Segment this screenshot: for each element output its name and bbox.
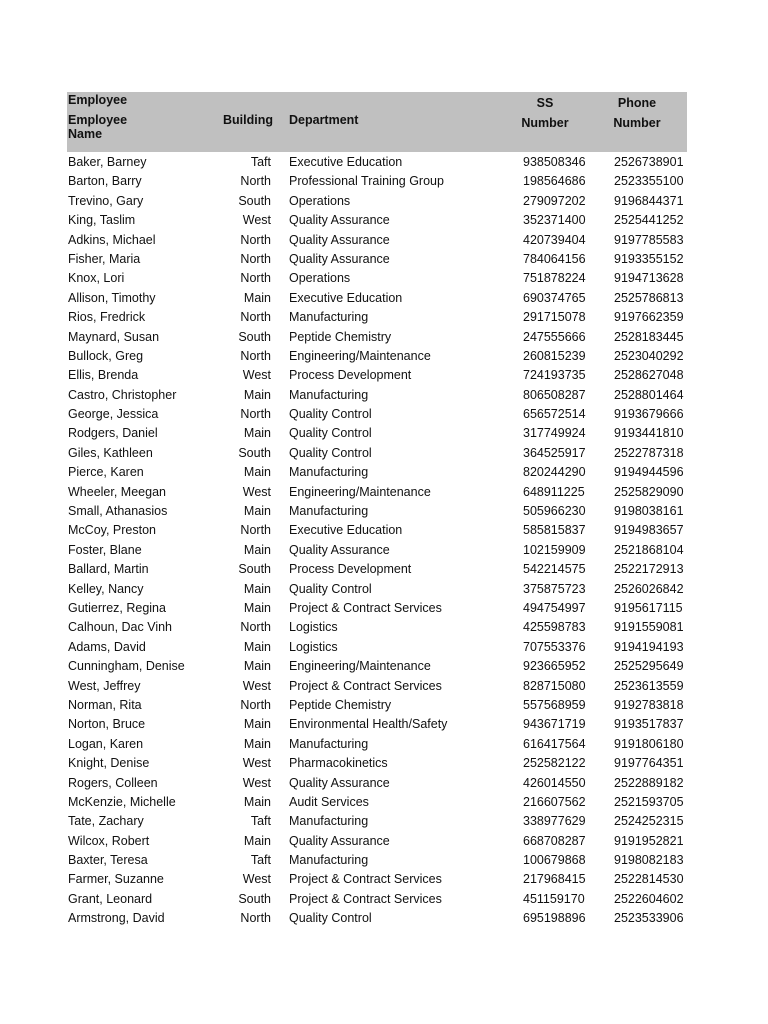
table-row	[67, 541, 687, 560]
employee-name-cell: McKenzie, Michelle	[68, 794, 176, 809]
employee-name-cell: Kelley, Nancy	[68, 581, 144, 596]
building-cell: North	[240, 174, 271, 189]
ss-number-cell: 820244290	[523, 465, 586, 480]
department-cell: Environmental Health/Safety	[289, 717, 448, 732]
employee-name-cell: Giles, Kathleen	[68, 445, 153, 460]
table-row	[67, 424, 687, 443]
table-row	[67, 386, 687, 405]
department-cell: Project & Contract Services	[289, 600, 442, 615]
ss-number-cell: 724193735	[523, 368, 586, 383]
department-cell: Peptide Chemistry	[289, 697, 392, 712]
building-cell: North	[240, 407, 271, 422]
building-cell: Main	[243, 290, 271, 305]
table-row	[67, 211, 687, 230]
employee-name-cell: Baker, Barney	[68, 155, 147, 169]
ss-number-cell: 557568959	[523, 697, 586, 712]
phone-number-cell: 2528183445	[614, 329, 684, 344]
ss-number-cell: 352371400	[523, 213, 586, 228]
phone-number-cell: 2523533906	[614, 911, 684, 926]
ss-number-cell: 198564686	[523, 174, 586, 189]
table-row	[67, 444, 687, 463]
phone-number-cell: 2526738901	[614, 155, 684, 169]
table-row	[67, 347, 687, 366]
employee-name-cell: Norman, Rita	[68, 697, 142, 712]
building-cell: North	[240, 697, 271, 712]
ss-number-cell: 585815837	[523, 523, 586, 538]
phone-number-cell: 9193517837	[614, 717, 684, 732]
building-cell: Main	[243, 736, 271, 751]
phone-number-cell: 2522604602	[614, 891, 684, 906]
department-cell: Audit Services	[289, 794, 369, 809]
building-cell: North	[240, 620, 271, 635]
phone-number-cell: 2525295649	[614, 659, 684, 674]
table-row	[67, 638, 687, 657]
employee-name-cell: Knox, Lori	[68, 271, 125, 286]
department-cell: Quality Assurance	[289, 213, 390, 228]
building-cell: North	[240, 271, 271, 286]
phone-number-cell: 9191952821	[614, 833, 684, 848]
department-cell: Process Development	[289, 562, 412, 577]
ss-number-cell: 668708287	[523, 833, 586, 848]
table-row	[67, 754, 687, 773]
table-row	[67, 172, 687, 191]
header-ss-number: SS Number	[521, 96, 569, 130]
employee-name-cell: McCoy, Preston	[68, 523, 156, 538]
phone-number-cell: 2525829090	[614, 484, 684, 499]
department-cell: Quality Control	[289, 581, 372, 596]
employee-name-cell: Farmer, Suzanne	[68, 872, 164, 887]
ss-number-cell: 291715078	[523, 310, 586, 325]
building-cell: West	[242, 756, 271, 771]
building-cell: West	[242, 368, 271, 383]
department-cell: Engineering/Maintenance	[289, 348, 431, 363]
table-row	[67, 269, 687, 288]
employee-name-cell: Armstrong, David	[68, 911, 165, 926]
building-cell: West	[242, 872, 271, 887]
phone-number-cell: 2526026842	[614, 581, 684, 596]
department-cell: Quality Assurance	[289, 251, 390, 266]
ss-number-cell: 247555666	[523, 329, 586, 344]
building-cell: Main	[243, 504, 271, 519]
phone-number-cell: 9194983657	[614, 523, 684, 538]
building-cell: West	[242, 678, 271, 693]
table-row	[67, 153, 687, 172]
employee-name-cell: Rodgers, Daniel	[68, 426, 158, 441]
phone-number-cell: 9196844371	[614, 193, 684, 208]
employee-name-cell: Adams, David	[68, 639, 146, 654]
table-row	[67, 308, 687, 327]
table-row	[67, 328, 687, 347]
header-employee: Employee	[68, 93, 128, 107]
building-cell: West	[242, 213, 271, 228]
table-row	[67, 599, 687, 618]
table-row	[67, 793, 687, 812]
employee-name-cell: Cunningham, Denise	[68, 659, 185, 674]
building-cell: Main	[243, 794, 271, 809]
table-row	[67, 735, 687, 754]
building-cell: Main	[243, 542, 271, 557]
ss-number-cell: 317749924	[523, 426, 586, 441]
phone-number-cell: 9198038161	[614, 504, 684, 519]
building-cell: Main	[243, 833, 271, 848]
building-cell: Main	[243, 717, 271, 732]
ss-number-cell: 217968415	[523, 872, 586, 887]
department-cell: Manufacturing	[289, 465, 369, 480]
ss-number-cell: 616417564	[523, 736, 586, 751]
phone-number-cell: 2523040292	[614, 348, 684, 363]
department-cell: Process Development	[289, 368, 412, 383]
phone-number-cell: 2522889182	[614, 775, 684, 790]
table-row	[67, 192, 687, 211]
department-cell: Engineering/Maintenance	[289, 484, 431, 499]
building-cell: South	[238, 891, 271, 906]
phone-number-cell: 2521593705	[614, 794, 684, 809]
building-cell: Taft	[250, 853, 271, 868]
employee-name-cell: Norton, Bruce	[68, 717, 146, 732]
ss-number-cell: 102159909	[523, 542, 586, 557]
employee-name-cell: Foster, Blane	[68, 542, 142, 557]
ss-number-cell: 656572514	[523, 407, 586, 422]
employee-name-cell: Adkins, Michael	[68, 232, 156, 247]
phone-number-cell: 9192783818	[614, 697, 684, 712]
table-row	[67, 812, 687, 831]
phone-number-cell: 9198082183	[614, 853, 684, 868]
table-row	[67, 580, 687, 599]
department-cell: Executive Education	[289, 290, 403, 305]
employee-name-cell: Ellis, Brenda	[68, 368, 139, 383]
table-row	[67, 774, 687, 793]
header-department: Department	[289, 113, 359, 127]
building-cell: Main	[243, 465, 271, 480]
table-row	[67, 677, 687, 696]
ss-number-cell: 695198896	[523, 911, 586, 926]
table-row	[67, 832, 687, 851]
employee-name-cell: Fisher, Maria	[68, 251, 141, 266]
table-row	[67, 289, 687, 308]
employee-name-cell: Allison, Timothy	[68, 290, 156, 305]
phone-number-cell: 9195617115	[614, 600, 683, 615]
building-cell: South	[238, 329, 271, 344]
employee-name-cell: Ballard, Martin	[68, 562, 149, 577]
ss-number-cell: 494754997	[523, 600, 586, 615]
building-cell: Main	[243, 426, 271, 441]
department-cell: Quality Assurance	[289, 232, 390, 247]
phone-number-cell: 2522814530	[614, 872, 684, 887]
building-cell: Main	[243, 387, 271, 402]
department-cell: Quality Control	[289, 407, 372, 422]
ss-number-cell: 648911225	[523, 484, 585, 499]
employee-name-cell: Small, Athanasios	[68, 504, 168, 519]
ss-number-cell: 784064156	[523, 251, 586, 266]
ss-number-cell: 375875723	[523, 581, 586, 596]
employee-name-cell: Maynard, Susan	[68, 329, 160, 344]
employee-name-cell: Calhoun, Dac Vinh	[68, 620, 173, 635]
department-cell: Logistics	[289, 639, 338, 654]
phone-number-cell: 2524252315	[614, 814, 684, 829]
department-cell: Executive Education	[289, 155, 403, 169]
phone-number-cell: 2528627048	[614, 368, 684, 383]
department-cell: Project & Contract Services	[289, 872, 442, 887]
ss-number-cell: 690374765	[523, 290, 586, 305]
department-cell: Operations	[289, 271, 351, 286]
table-row	[67, 870, 687, 889]
ss-number-cell: 451159170	[523, 891, 585, 906]
phone-number-cell: 2523613559	[614, 678, 684, 693]
department-cell: Manufacturing	[289, 504, 369, 519]
table-body	[67, 153, 687, 929]
phone-number-cell: 2521868104	[614, 542, 684, 557]
table-row	[67, 851, 687, 870]
department-cell: Manufacturing	[289, 736, 369, 751]
employee-name-cell: Baxter, Teresa	[68, 853, 148, 868]
table-row	[67, 890, 687, 909]
employee-name-cell: West, Jeffrey	[68, 678, 141, 693]
building-cell: North	[240, 232, 271, 247]
building-cell: West	[242, 775, 271, 790]
building-cell: North	[240, 310, 271, 325]
phone-number-cell: 2522787318	[614, 445, 684, 460]
employee-name-cell: Grant, Leonard	[68, 891, 153, 906]
table-row	[67, 521, 687, 540]
phone-number-cell: 9197785583	[614, 232, 684, 247]
phone-number-cell: 9194944596	[614, 465, 684, 480]
building-cell: Main	[243, 659, 271, 674]
employee-name-cell: Bullock, Greg	[68, 348, 144, 363]
ss-number-cell: 216607562	[523, 794, 586, 809]
phone-number-cell: 9191559081	[614, 620, 684, 635]
building-cell: South	[238, 193, 271, 208]
phone-number-cell: 9197764351	[614, 756, 684, 771]
department-cell: Project & Contract Services	[289, 891, 442, 906]
ss-number-cell: 364525917	[523, 445, 586, 460]
building-cell: South	[238, 562, 271, 577]
ss-number-cell: 505966230	[523, 504, 586, 519]
phone-number-cell: 2528801464	[614, 387, 684, 402]
header-phone-number: Phone Number	[613, 96, 661, 130]
building-cell: North	[240, 251, 271, 266]
header-building: Building	[223, 113, 273, 127]
department-cell: Quality Assurance	[289, 775, 390, 790]
employee-name-cell: Wilcox, Robert	[68, 833, 150, 848]
phone-number-cell: 2522172913	[614, 562, 684, 577]
phone-number-cell: 2525441252	[614, 213, 684, 228]
phone-number-cell: 9194713628	[614, 271, 684, 286]
employee-name-cell: Tate, Zachary	[68, 814, 144, 829]
table-row	[67, 502, 687, 521]
department-cell: Professional Training Group	[289, 174, 444, 189]
table-row	[67, 909, 687, 928]
employee-name-cell: Gutierrez, Regina	[68, 600, 166, 615]
employee-name-cell: Knight, Denise	[68, 756, 150, 771]
building-cell: Main	[243, 581, 271, 596]
employee-name-cell: Castro, Christopher	[68, 387, 177, 402]
ss-number-cell: 707553376	[523, 639, 586, 654]
phone-number-cell: 9193355152	[614, 251, 684, 266]
building-cell: Main	[243, 600, 271, 615]
table-row	[67, 483, 687, 502]
employee-name-cell: Pierce, Karen	[68, 465, 144, 480]
ss-number-cell: 420739404	[523, 232, 586, 247]
table-row	[67, 366, 687, 385]
building-cell: South	[238, 445, 271, 460]
department-cell: Executive Education	[289, 523, 403, 538]
building-cell: Main	[243, 639, 271, 654]
building-cell: Taft	[250, 155, 271, 169]
building-cell: West	[242, 484, 271, 499]
ss-number-cell: 426014550	[523, 775, 586, 790]
phone-number-cell: 9193441810	[614, 426, 684, 441]
department-cell: Peptide Chemistry	[289, 329, 392, 344]
employee-name-cell: Rogers, Colleen	[68, 775, 158, 790]
phone-number-cell: 9194194193	[614, 639, 684, 654]
department-cell: Quality Control	[289, 426, 372, 441]
table-row	[67, 715, 687, 734]
building-cell: North	[240, 911, 271, 926]
table-header	[67, 92, 687, 152]
ss-number-cell: 943671719	[523, 717, 586, 732]
ss-number-cell: 751878224	[523, 271, 586, 286]
ss-number-cell: 338977629	[523, 814, 586, 829]
department-cell: Manufacturing	[289, 310, 369, 325]
building-cell: North	[240, 348, 271, 363]
ss-number-cell: 260815239	[523, 348, 586, 363]
department-cell: Logistics	[289, 620, 338, 635]
ss-number-cell: 828715080	[523, 678, 586, 693]
employee-name-cell: Trevino, Gary	[68, 193, 144, 208]
employee-table	[67, 92, 687, 929]
employee-name-cell: Rios, Fredrick	[68, 310, 146, 325]
table-row	[67, 560, 687, 579]
department-cell: Project & Contract Services	[289, 678, 442, 693]
department-cell: Manufacturing	[289, 853, 369, 868]
employee-name-cell: Barton, Barry	[68, 174, 142, 189]
phone-number-cell: 9193679666	[614, 407, 684, 422]
table-row	[67, 405, 687, 424]
employee-name-cell: Logan, Karen	[68, 736, 144, 751]
table-row	[67, 657, 687, 676]
ss-number-cell: 923665952	[523, 659, 586, 674]
header-employee-name: Employee Name	[68, 113, 128, 141]
table-row	[67, 618, 687, 637]
ss-number-cell: 100679868	[523, 853, 586, 868]
phone-number-cell: 2523355100	[614, 174, 684, 189]
table-row	[67, 250, 687, 269]
department-cell: Quality Control	[289, 445, 372, 460]
phone-number-cell: 9197662359	[614, 310, 684, 325]
table-row	[67, 463, 687, 482]
department-cell: Quality Control	[289, 911, 372, 926]
department-cell: Engineering/Maintenance	[289, 659, 431, 674]
ss-number-cell: 806508287	[523, 387, 586, 402]
ss-number-cell: 279097202	[523, 193, 586, 208]
phone-number-cell: 2525786813	[614, 290, 684, 305]
ss-number-cell: 542214575	[523, 562, 586, 577]
employee-name-cell: George, Jessica	[68, 407, 159, 422]
ss-number-cell: 425598783	[523, 620, 586, 635]
building-cell: North	[240, 523, 271, 538]
employee-name-cell: King, Taslim	[68, 213, 136, 228]
ss-number-cell: 252582122	[523, 756, 586, 771]
phone-number-cell: 9191806180	[614, 736, 684, 751]
employee-name-cell: Wheeler, Meegan	[68, 484, 166, 499]
department-cell: Quality Assurance	[289, 542, 390, 557]
department-cell: Pharmacokinetics	[289, 756, 388, 771]
department-cell: Manufacturing	[289, 387, 369, 402]
department-cell: Manufacturing	[289, 814, 369, 829]
table-row	[67, 231, 687, 250]
department-cell: Operations	[289, 193, 351, 208]
building-cell: Taft	[250, 814, 271, 829]
department-cell: Quality Assurance	[289, 833, 390, 848]
ss-number-cell: 938508346	[523, 155, 586, 169]
table-row	[67, 696, 687, 715]
